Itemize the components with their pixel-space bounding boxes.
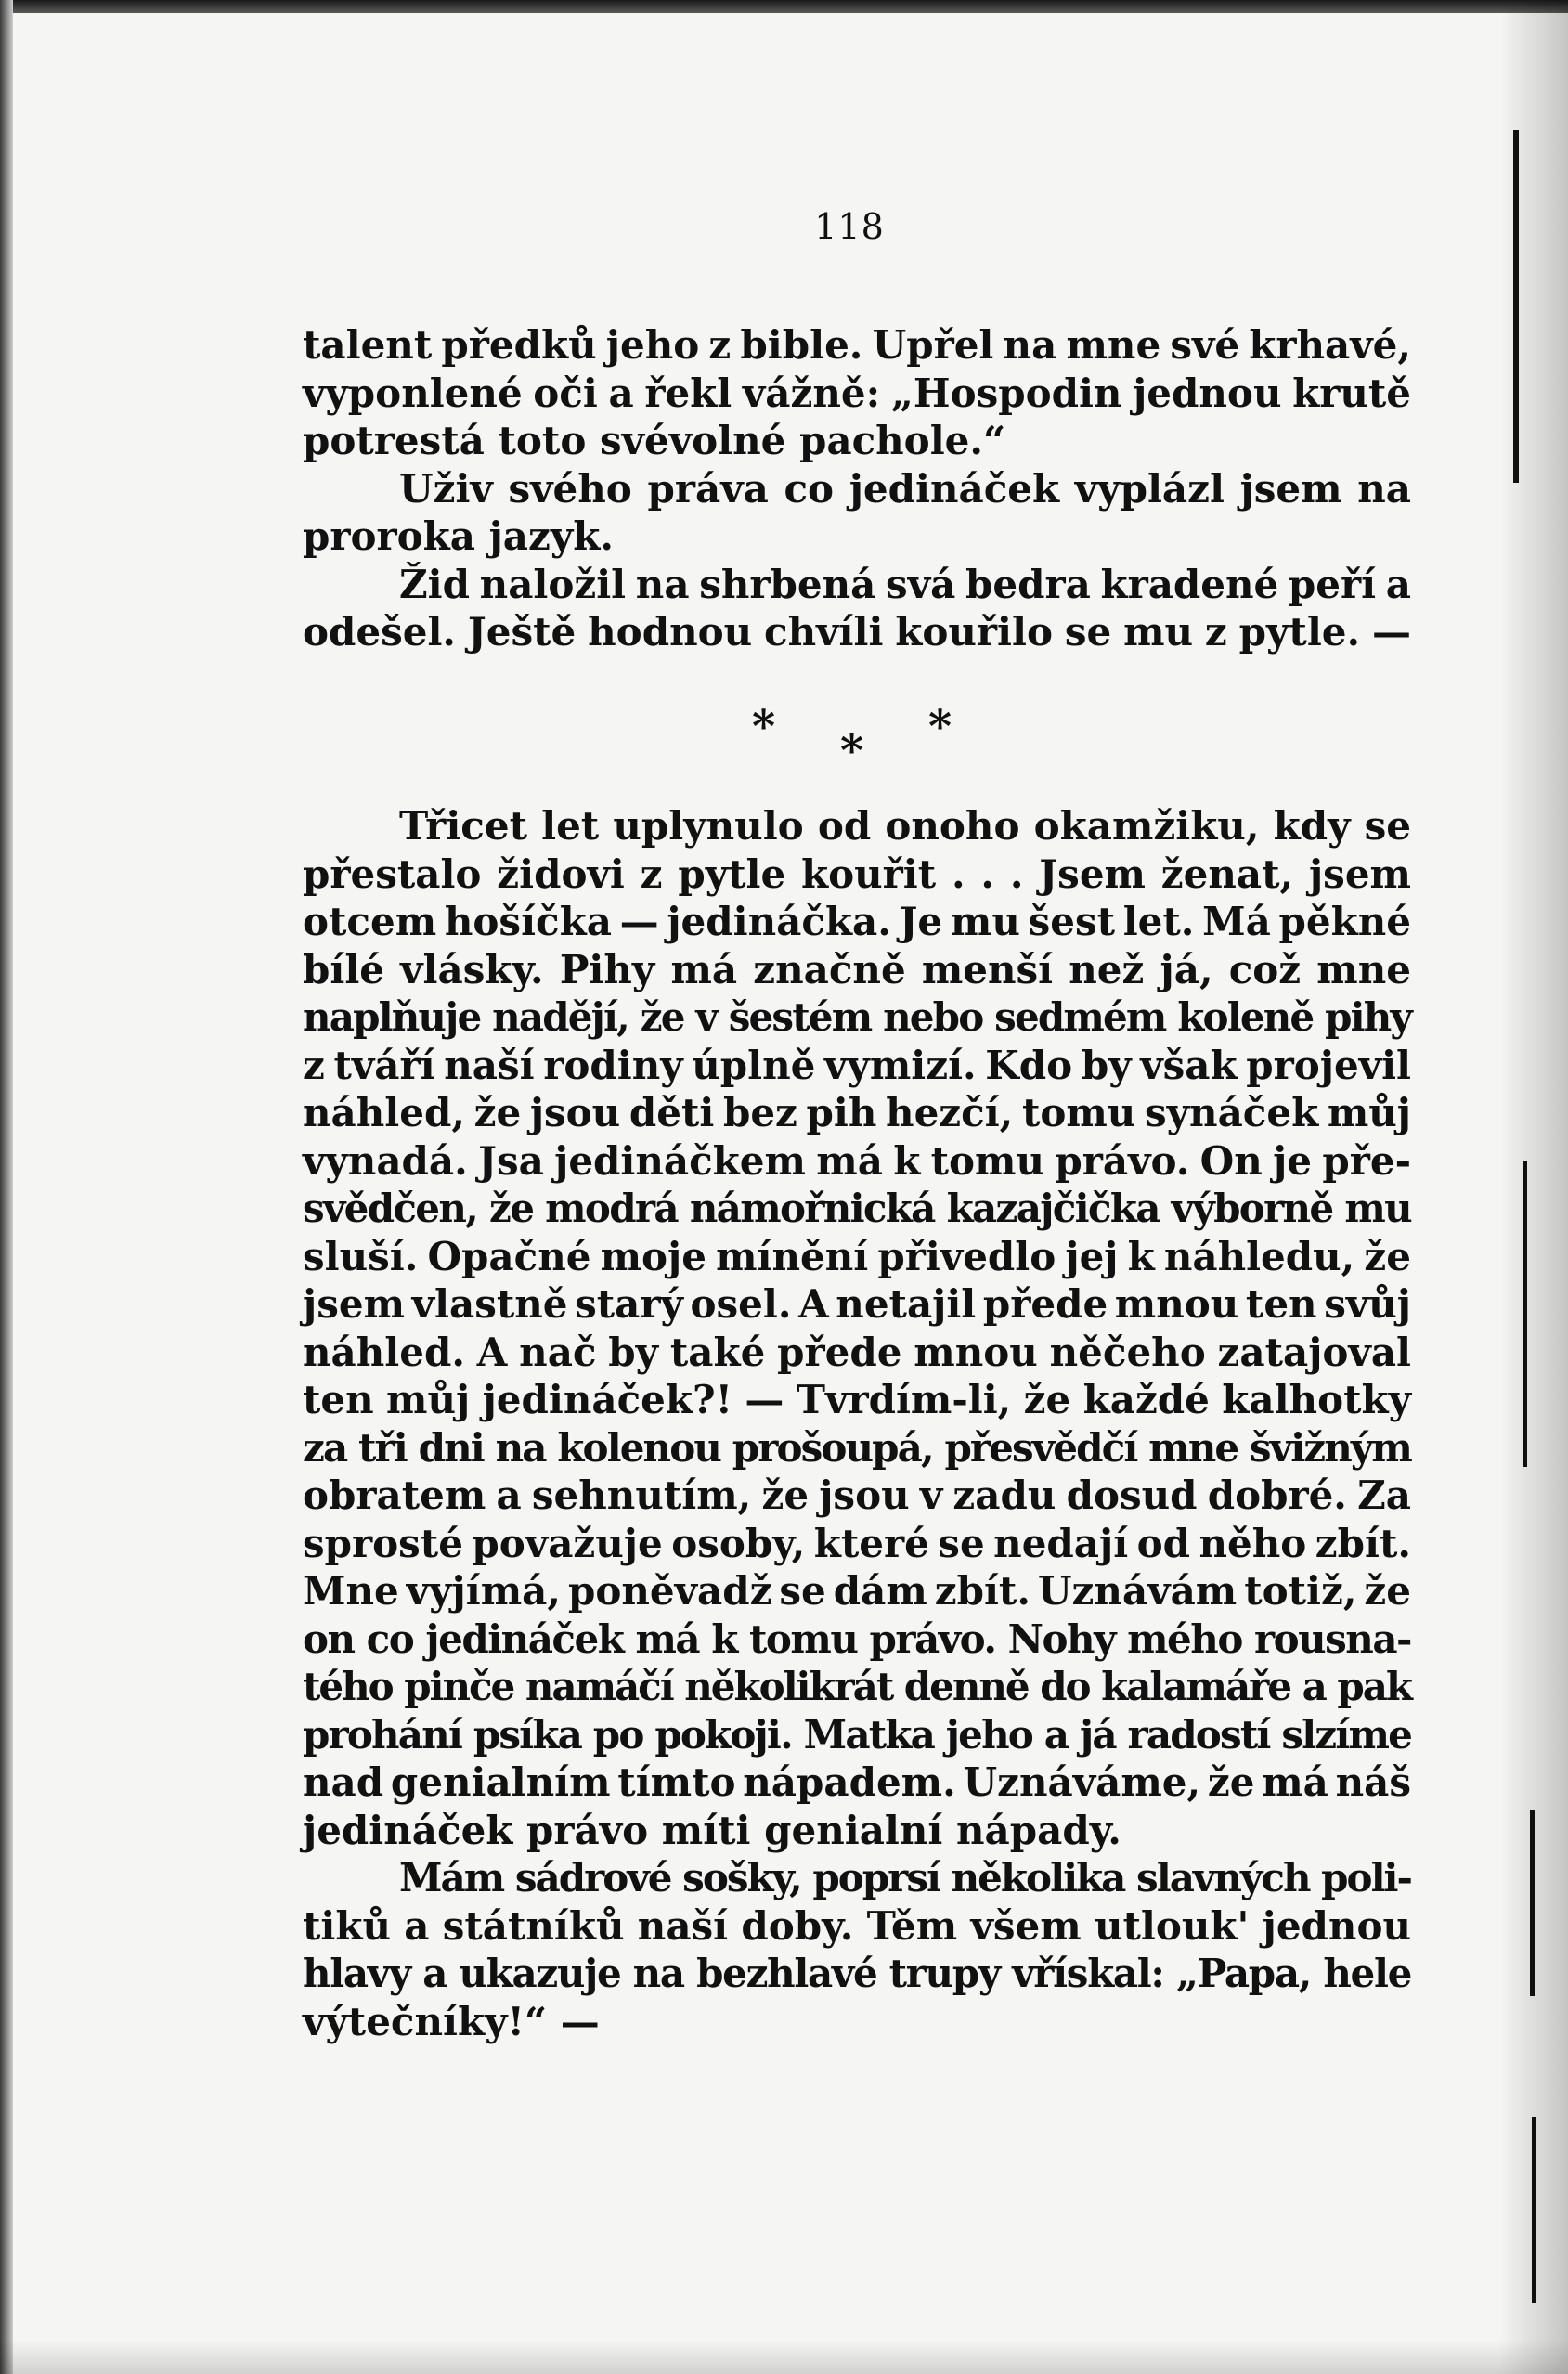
text-line: potrestá toto svévolné pachole.“ — [303, 418, 1006, 463]
text-line: odešel. Ještě hodnou chvíli kouřilo se mu z pytle. — — [303, 609, 1411, 655]
text-line: náhled. A nač by také přede mnou něčeho zatajoval — [303, 1329, 1411, 1375]
text-section-1 — [303, 321, 1411, 656]
scan-left-edge — [0, 0, 13, 2374]
text-line: přestalo židovi z pytle kouřit . . . Jsem ženat, jsem — [303, 850, 1411, 897]
text-line: naplňuje nadějí, že v šestém nebo sedmém koleně pihy — [303, 994, 1411, 1040]
text-line: otcem hošíčka — jedináčka. Je mu šest let. Má pěkné — [303, 899, 1411, 944]
text-line: náhled, že jsou děti bez pih hezčí, tomu synáček můj — [303, 1090, 1411, 1135]
text-line: z tváří naší rodiny úplně vymizí. Kdo by však projevil — [303, 1042, 1411, 1088]
binding-mark — [1523, 1161, 1527, 1467]
section-separator — [733, 701, 965, 785]
text-line: svědčen, že modrá námořnická kazajčička výborně mu — [303, 1186, 1411, 1231]
separator-asterisk: * — [840, 725, 864, 777]
scan-bottom-edge — [0, 2340, 1568, 2374]
text-line: bílé vlásky. Pihy má značně menší než já, což mne — [303, 946, 1411, 992]
text-line: obratem a sehnutím, že jsou v zadu dosud dobré. Za — [303, 1472, 1411, 1518]
scan-top-edge — [0, 0, 1568, 13]
text-line: prohání psíka po pokoji. Matka jeho a já radostí slzíme — [303, 1711, 1411, 1758]
binding-mark — [1530, 1810, 1535, 1996]
text-line: Třicet let uplynulo od onoho okamžiku, kdy se — [399, 803, 1411, 849]
text-line: nad genialním tímto nápadem. Uznáváme, že má náš — [303, 1759, 1411, 1805]
text-line: sprosté považuje osoby, které se nedají od něho zbít. — [303, 1520, 1411, 1566]
text-line: talent předků jeho z bible. Upřel na mne své krhavé, — [303, 322, 1411, 368]
binding-mark — [1532, 2117, 1536, 2303]
text-line: vyponlené oči a řekl vážně: „Hospodin jednou krutě — [303, 370, 1411, 416]
text-line: Uživ svého práva co jedináček vyplázl jsem na — [399, 465, 1411, 512]
page-number: 118 — [814, 206, 885, 247]
text-line: jedináček právo míti genialní nápady. — [303, 1807, 1121, 1853]
binding-mark — [1513, 130, 1519, 483]
text-line: vynadá. Jsa jedináčkem má k tomu právo. On je pře- — [303, 1137, 1411, 1184]
text-line: tého pinče namáčí několikrát denně do kalamáře a pak — [303, 1664, 1411, 1709]
separator-asterisk: * — [928, 701, 952, 753]
text-line: hlavy a ukazuje na bezhlavé trupy vřískal: „Papa, hele — [303, 1951, 1411, 1996]
text-line: Mne vyjímá, poněvadž se dám zbít. Uznávám totiž, že — [303, 1568, 1411, 1614]
page-gutter-shadow — [1499, 0, 1568, 2374]
separator-asterisk: * — [752, 701, 776, 753]
text-line: ten můj jedináček?! — Tvrdím-li, že každé kalhotky — [303, 1377, 1411, 1422]
text-line: Mám sádrové sošky, poprsí několika slavných poli- — [399, 1855, 1411, 1900]
text-line: proroka jazyk. — [303, 513, 614, 559]
text-line: tiků a státníků naší doby. Těm všem utlouk' jednou — [303, 1902, 1411, 1949]
text-line: výtečníky!“ — — [303, 1998, 600, 2044]
text-line: jsem vlastně starý osel. A netajil přede mnou ten svůj — [303, 1281, 1411, 1327]
text-section-2 — [303, 802, 1411, 2045]
text-line: on co jedináček má k tomu právo. Nohy mého rousna- — [303, 1615, 1411, 1662]
text-line: sluší. Opačné moje mínění přivedlo jej k náhledu, že — [303, 1233, 1411, 1279]
text-line: Žid naložil na shrbená svá bedra kradené peří a — [399, 561, 1411, 607]
text-line: za tři dni na kolenou prošoupá, přesvědčí mne švižným — [303, 1424, 1411, 1471]
